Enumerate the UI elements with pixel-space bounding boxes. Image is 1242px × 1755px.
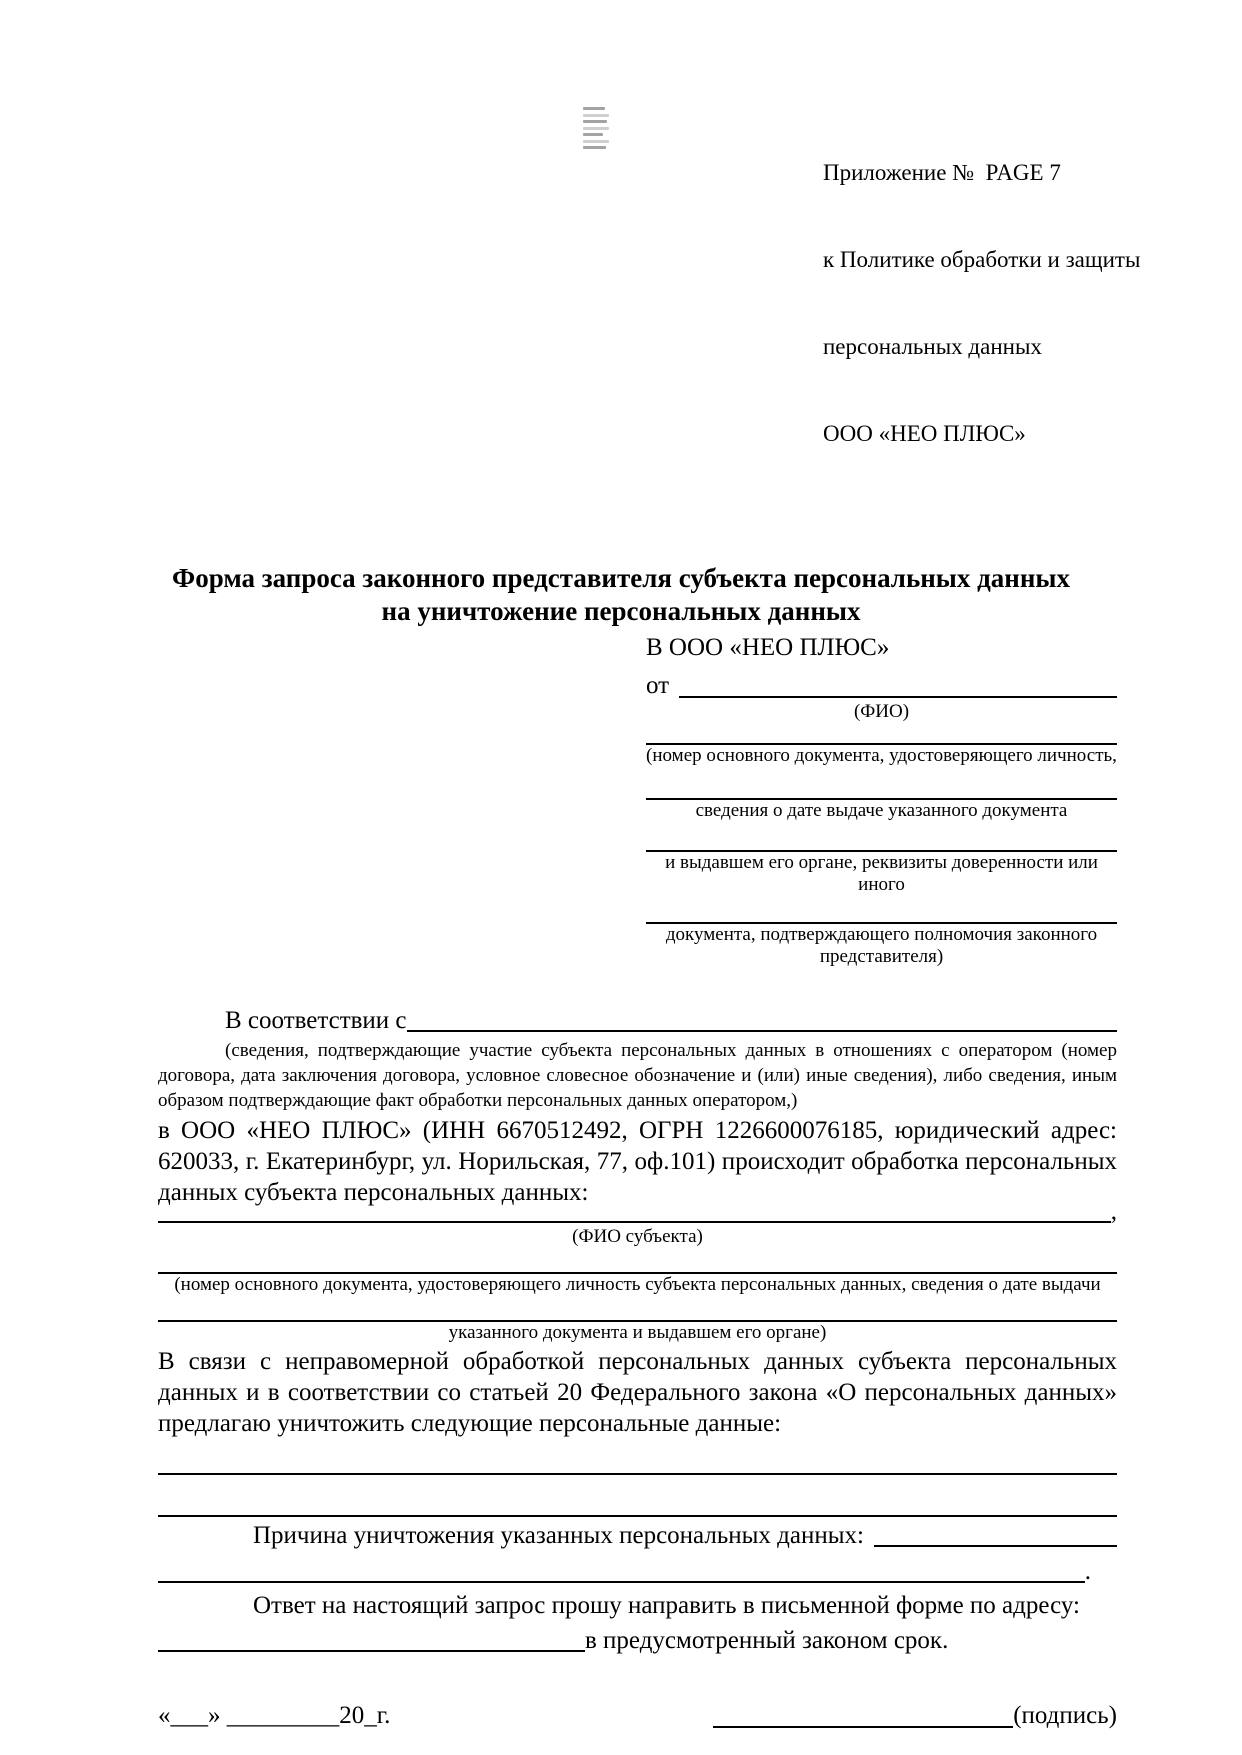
subject-fio-caption: (ФИО субъекта) <box>572 1226 703 1247</box>
operator-details-paragraph: в ООО «НЕО ПЛЮС» (ИНН 6670512492, ОГРН 1226600076185, юридический адрес: 620033, г. Екатеринбург, ул. Норильская, 77, оф.101) происходит обработка персональных данных субъекта персональных данных: <box>158 1117 1117 1206</box>
subject-doc-field-2[interactable] <box>158 1296 1117 1322</box>
accordance-basis-field[interactable] <box>407 1030 1117 1032</box>
reason-continuation-row <box>158 1550 1117 1586</box>
reply-address-field[interactable] <box>158 1650 585 1652</box>
doc-caption-3: и выдавшем его органе, реквизиты доверенности или иного <box>665 852 1098 895</box>
reason-row <box>158 1517 1117 1550</box>
reason-field-1[interactable] <box>874 1545 1117 1547</box>
representative-doc-field-3[interactable] <box>646 822 1117 852</box>
signature-row <box>158 1701 1117 1731</box>
representative-doc-field-4[interactable] <box>646 896 1117 924</box>
form-title-line-2: на уничтожение персональных данных <box>381 596 861 626</box>
from-row <box>646 671 1117 701</box>
doc-caption-2: сведения о дате выдаче указанного документа <box>695 800 1068 821</box>
subject-fio-comma: , <box>1110 1198 1117 1225</box>
reason-label: Причина уничтожения указанных персональных данных: <box>253 1522 864 1549</box>
reason-period: . <box>1084 1558 1091 1585</box>
reason-field-2[interactable] <box>158 1581 1085 1583</box>
reply-address-sentence: Ответ на настоящий запрос прошу направить в письменной форме по адресу: <box>253 1592 1080 1619</box>
fio-caption: (ФИО) <box>853 701 910 722</box>
reply-address-row <box>158 1621 1117 1655</box>
form-title-line-1: Форма запроса законного представителя субъекта персональных данных <box>172 563 1070 593</box>
appendix-line-1: Приложение № PAGE 7 <box>823 160 1061 185</box>
accordance-row <box>158 1004 1117 1035</box>
form-title <box>0 562 1242 628</box>
doc-caption-4: документа, подтверждающего полномочия законного представителя) <box>665 924 1098 967</box>
representative-fio-field[interactable] <box>679 696 1117 698</box>
from-label: от <box>646 672 670 699</box>
appendix-header <box>823 0 1242 506</box>
appendix-line-4: ООО «НЕО ПЛЮС» <box>823 421 1026 446</box>
appendix-line-3: персональных данных <box>823 334 1042 359</box>
personal-data-field-2[interactable] <box>158 1475 1117 1517</box>
accordance-note: (сведения, подтверждающие участие субъекта персональных данных в отношениях с оператором (номер договора, дата заключения договора, условное словесное обозначение и (или) иные сведения), либо сведения, иным образом подтверждающие факт обработки персональных данных оператором,) <box>158 1040 1117 1111</box>
destruction-request-paragraph: В связи с неправомерной обработкой персональных данных субъекта персональных данных и в соответствии со статьей 20 Федерального закона «О персональных данных» предлагаю уничтожить следующие персональные данные: <box>158 1348 1117 1437</box>
subject-fio-field[interactable] <box>158 1221 1111 1223</box>
signature-field[interactable] <box>713 1726 1013 1728</box>
subject-fio-row <box>158 1198 1117 1226</box>
accordance-label: В соответствии с <box>225 1007 407 1034</box>
signature-group <box>713 1701 1117 1731</box>
representative-doc-field-2[interactable] <box>646 767 1117 800</box>
date-blank[interactable]: «___» _________20_г. <box>158 1702 391 1729</box>
addressee-org: В ООО «НЕО ПЛЮС» <box>646 634 890 661</box>
field-code-icon <box>583 107 607 149</box>
reply-deadline-text: в предусмотренный законом срок. <box>585 1627 949 1654</box>
representative-doc-field-1[interactable] <box>646 723 1117 745</box>
form-body <box>158 1004 1117 1731</box>
signature-caption: (подпись) <box>1013 1702 1117 1729</box>
subject-doc-caption-1: (номер основного документа, удостоверяющего личность субъекта персональных данных, сведения о дате выдачи <box>174 1274 1101 1295</box>
addressee-block <box>646 633 1117 968</box>
doc-caption-1: (номер основного документа, удостоверяющего личность, <box>646 745 1117 766</box>
appendix-line-2: к Политике обработки и защиты <box>823 247 1141 272</box>
subject-doc-caption-2: указанного документа и выдавшем его органе) <box>448 1322 827 1343</box>
subject-doc-field-1[interactable] <box>158 1248 1117 1274</box>
personal-data-field-1[interactable] <box>158 1439 1117 1475</box>
